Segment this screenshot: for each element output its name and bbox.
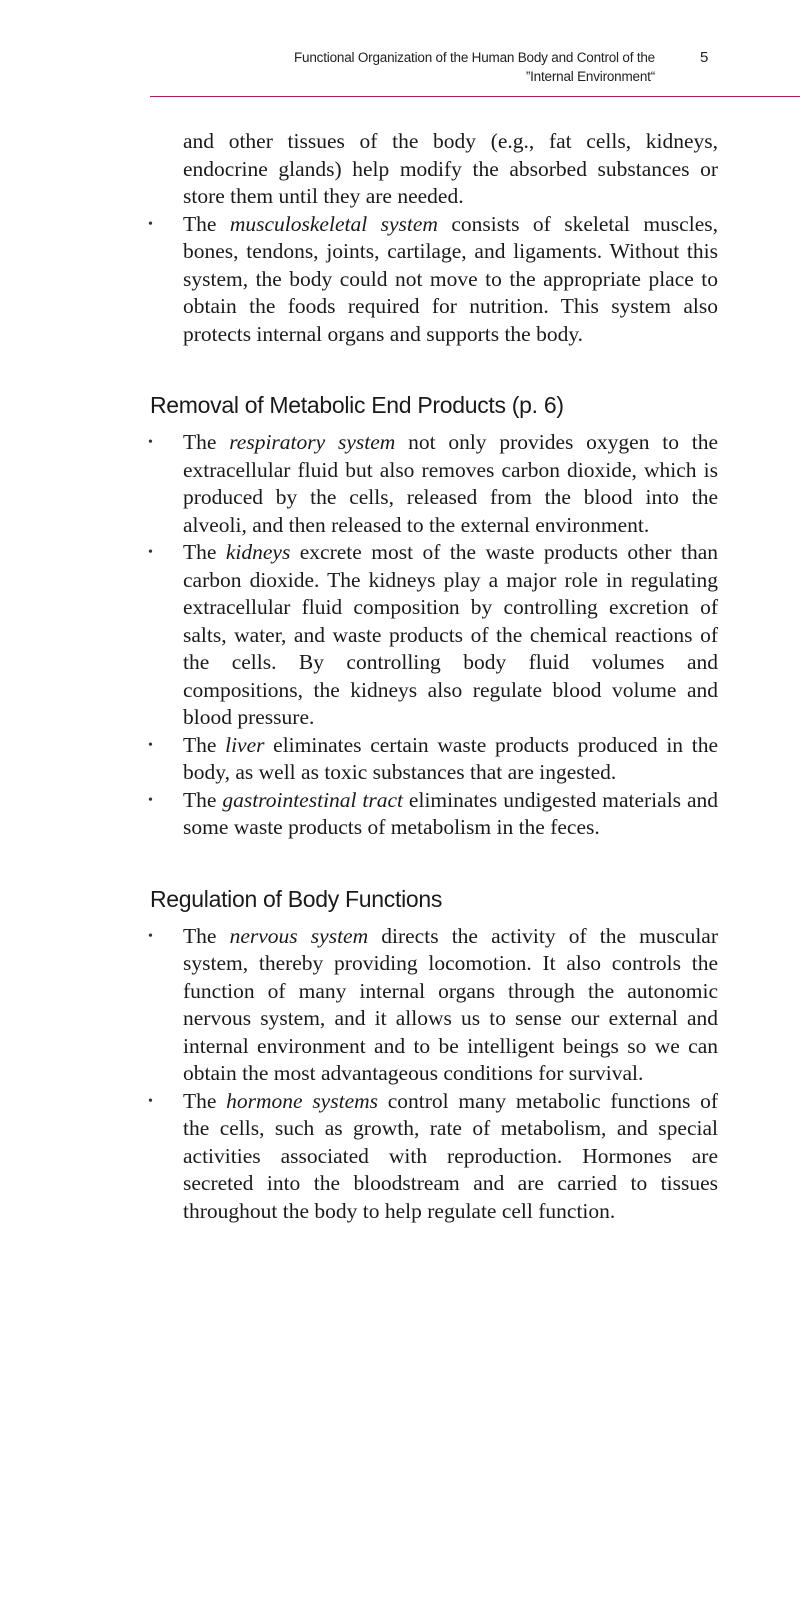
list-item [150, 1088, 718, 1226]
item-text-before: The [183, 430, 230, 454]
item-term: liver [225, 732, 265, 757]
list-item [150, 211, 718, 349]
item-text-before: The [183, 540, 226, 564]
item-text-before: The [183, 1088, 227, 1113]
item-term: gastrointestinal tract [222, 787, 404, 812]
list-item [150, 923, 718, 1088]
removal-bullet-list [150, 429, 718, 842]
item-text-after: control many metabolic functions of the cells, such as growth, rate of metabolism, and special activities associated with reproduction. Hormones are secreted into the bloodstream and are carried to tissues throughout the body to help regulate cell function. [183, 1088, 718, 1223]
item-text-after: directs the activity of the muscular system, thereby providing locomotion. It also controls the function of many internal organs through the autonomic nervous system, and it allows us to sense our external and internal environment and to be intelligent beings so we can obtain the most advantageous conditions for survival. [183, 923, 718, 1085]
running-title-line1: Functional Organization of the Human Body and Control of the [294, 50, 655, 65]
bullet-icon: • [148, 792, 153, 808]
item-text-after: excrete most of the waste products other than carbon dioxide. The kidneys play a major role in regulating extracellular fluid composition by controlling excretion of salts, water, and waste products of the chemical reactions of the cells. By controlling body fluid volumes and compositions, the kidneys also regulate blood volume and blood pressure. [183, 540, 718, 729]
item-term: nervous system [229, 923, 369, 948]
item-text-before: The [183, 923, 230, 948]
bullet-icon: • [148, 928, 153, 944]
item-term: hormone systems [226, 1088, 379, 1113]
list-item [150, 539, 718, 732]
item-term: musculoskeletal system [229, 211, 438, 236]
list-item [150, 429, 718, 539]
regulation-bullet-list [150, 923, 718, 1226]
page-number: 5 [700, 49, 709, 66]
bullet-icon: • [148, 1093, 153, 1109]
page-body [150, 128, 718, 1225]
item-text-after: not only provides oxygen to the extracellular fluid but also removes carbon dioxide, which is produced by the cells, released from the blood into the alveoli, and then released to the external environment. [183, 430, 718, 537]
item-text-before: The [183, 787, 223, 812]
section-heading-removal: Removal of Metabolic End Products (p. 6) [150, 392, 564, 418]
bullet-icon: • [148, 435, 153, 450]
item-text-after: eliminates undigested materials and some waste products of metabolism in the feces. [183, 787, 718, 839]
item-text-before: The [183, 211, 230, 236]
bullet-icon: • [148, 737, 153, 753]
item-text-after: eliminates certain waste products produced in the body, as well as toxic substances that are ingested. [183, 732, 718, 784]
item-term: respiratory system [229, 430, 396, 454]
intro-bullet-list [150, 211, 718, 349]
list-item [150, 787, 718, 842]
item-text-after: consists of skeletal muscles, bones, tendons, joints, cartilage, and ligaments. Without this system, the body could not move to the appropriate place to obtain the foods required for nutrition. This system also protects internal organs and supports the body. [183, 211, 718, 346]
bullet-icon: • [148, 545, 153, 560]
item-term: kidneys [225, 540, 291, 564]
continuation-paragraph: and other tissues of the body (e.g., fat cells, kidneys, endocrine glands) help modify the absorbed substances or store them until they are needed. [183, 129, 718, 208]
section-heading-regulation: Regulation of Body Functions [150, 885, 443, 912]
bullet-icon: • [148, 216, 153, 232]
item-text-before: The [183, 732, 226, 757]
running-title-line2: ”Internal Environment“ [525, 69, 655, 84]
header-rule [150, 96, 800, 97]
running-head [150, 48, 655, 86]
list-item [150, 732, 718, 787]
